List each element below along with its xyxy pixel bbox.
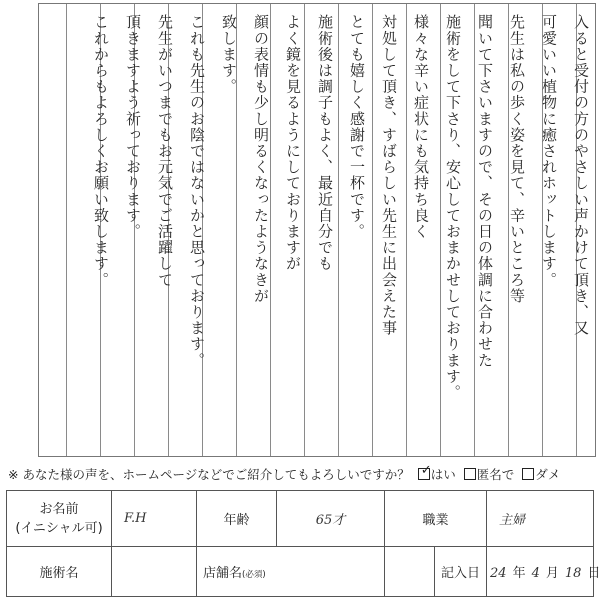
- letter-line: 施術をして下さり、安心しておまかせしております。: [444, 14, 462, 401]
- store-field[interactable]: [385, 547, 435, 597]
- consent-option-anonymous-label: 匿名で: [476, 467, 515, 482]
- column-rule: [406, 4, 407, 456]
- letter-line: よく鏡を見るようにしておりますが: [284, 14, 302, 272]
- age-field[interactable]: [277, 491, 385, 547]
- letter-line: 頂きますよう祈っております。: [124, 14, 142, 240]
- letter-line: これも先生のお陰ではないかと思っております。: [188, 14, 206, 369]
- consent-option-no[interactable]: [522, 465, 560, 483]
- checkbox-no[interactable]: [522, 468, 534, 480]
- handwritten-letter-area: [38, 3, 596, 457]
- letter-line: 先生がいつまでもお元気でご活躍して: [156, 14, 174, 288]
- column-rule: [66, 4, 67, 456]
- checkbox-anonymous[interactable]: [464, 468, 476, 480]
- letter-line: 様々な辛い症状にも気持ち良く: [412, 14, 430, 240]
- column-rule: [372, 4, 373, 456]
- consent-option-anonymous[interactable]: [464, 465, 515, 483]
- name-label: [7, 491, 112, 547]
- letter-line: 入ると受付の方のやさしい声かけて頂き、又: [572, 14, 590, 336]
- consent-question: ※ あなた様の声を、ホームページなどでご紹介してもよろしいですか？: [8, 467, 410, 482]
- letter-line: 聞いて下さいますので、その日の体調に合わせた: [476, 14, 494, 369]
- store-label-main: 店舗名: [203, 566, 243, 581]
- consent-question-row: [8, 465, 560, 483]
- date-month-unit: 月: [545, 566, 559, 581]
- letter-line: 可愛いい植物に癒されホットします。: [540, 14, 558, 288]
- treatment-field[interactable]: [112, 547, 197, 597]
- consent-option-yes-label: はい: [430, 467, 456, 482]
- store-label: [197, 547, 385, 597]
- consent-option-yes[interactable]: [418, 465, 456, 483]
- checkmark-icon: ✓: [420, 463, 432, 478]
- job-field[interactable]: [487, 491, 594, 547]
- job-value: 主婦: [499, 513, 526, 528]
- letter-line: 致します。: [220, 14, 238, 95]
- date-label: 記入日: [435, 547, 487, 597]
- letter-line: 施術後は調子もよく、最近自分でも: [316, 14, 334, 272]
- date-month: 4: [531, 566, 540, 581]
- name-label-note: (イニシャル可): [15, 520, 103, 536]
- customer-info-form: [6, 490, 600, 597]
- date-field[interactable]: [487, 547, 600, 597]
- date-day-unit: 日: [587, 566, 600, 581]
- name-field[interactable]: [112, 491, 197, 547]
- age-value: 65才: [315, 513, 346, 528]
- letter-line: 先生は私の歩く姿を見て、辛いところ等: [508, 14, 526, 304]
- letter-line: 顔の表情も少し明るくなったようなきが: [252, 14, 270, 304]
- date-year-unit: 年: [512, 566, 526, 581]
- column-rule: [338, 4, 339, 456]
- checkbox-yes[interactable]: [418, 463, 432, 480]
- letter-line: 対処して頂き、すばらしい先生に出会えた事: [380, 14, 398, 336]
- job-label: 職業: [385, 491, 487, 547]
- name-label-main: お名前: [39, 501, 79, 517]
- date-year: 24: [490, 566, 507, 581]
- treatment-label: 施術名: [7, 547, 112, 597]
- consent-option-no-label: ダメ: [535, 467, 561, 482]
- date-day: 18: [564, 566, 582, 581]
- age-label: 年齢: [197, 491, 277, 547]
- name-value: F.H: [124, 511, 147, 526]
- store-required-note: (必須): [242, 570, 266, 580]
- letter-line: これからもよろしくお願い致します。: [92, 14, 110, 288]
- letter-line: とても嬉しく感謝で一杯です。: [348, 14, 366, 240]
